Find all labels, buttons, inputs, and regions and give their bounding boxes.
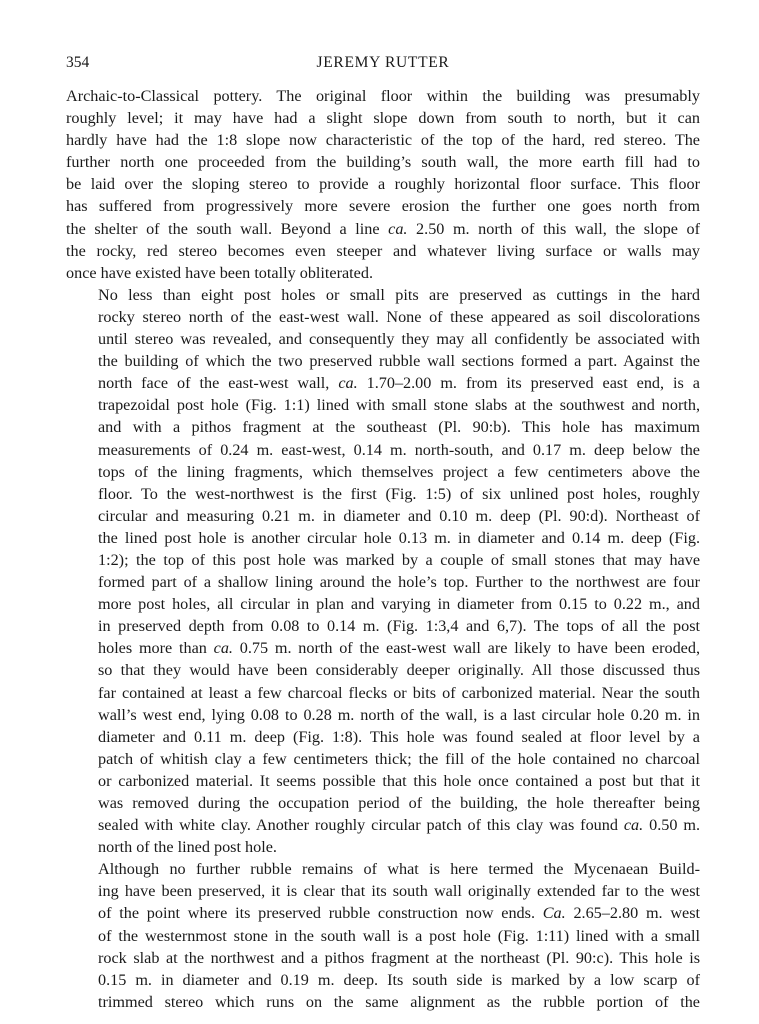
text-line: hardly have had the 1:8 slope now characteristic of the top of the hard, red stereo. The <box>66 131 700 150</box>
document-page <box>66 52 700 1013</box>
text-line: roughly level; it may have had a slight slope down from south to north, but it can <box>66 109 700 128</box>
text-line: or carbonized material. It seems possible that this hole once contained a post but that it <box>98 771 700 790</box>
text-line: further north one proceeded from the building’s south wall, the more earth fill had to <box>66 153 700 172</box>
text-line: more post holes, all circular in plan and varying in diameter from 0.15 to 0.22 m., and <box>98 595 700 614</box>
text-line: has suffered from progressively more severe erosion the further one goes north from <box>66 197 700 216</box>
text-line: so that they would have been considerably deeper originally. All those discussed thus <box>98 661 700 680</box>
text-line: be laid over the sloping stereo to provide a roughly horizontal floor surface. This floor <box>66 175 700 194</box>
page-number: 354 <box>66 54 90 71</box>
text-line: formed part of a shallow lining around the hole’s top. Further to the northwest are four <box>98 573 700 592</box>
text-line: diameter and 0.11 m. deep (Fig. 1:8). This hole was found sealed at floor level by a <box>98 727 700 746</box>
text-line: rocky stereo north of the east-west wall. None of these appeared as soil discolorations <box>98 307 700 326</box>
text-line: in preserved depth from 0.08 to 0.14 m. (Fig. 1:3,4 and 6,7). The tops of all the post <box>98 617 700 636</box>
paragraph <box>66 85 700 284</box>
text-line: measurements of 0.24 m. east-west, 0.14 m. north-south, and 0.17 m. deep below the <box>98 440 700 459</box>
text-line: No less than eight post holes or small pits are preserved as cuttings in the hard <box>98 285 700 304</box>
text-line: until stereo was revealed, and consequently they may all confidently be associated with <box>98 330 700 349</box>
text-line: far contained at least a few charcoal flecks or bits of carbonized material. Near the south <box>98 683 700 702</box>
text-line: ing have been preserved, it is clear that its south wall originally extended far to the west <box>98 882 700 901</box>
text-line: sealed with white clay. Another roughly circular patch of this clay was found ca. 0.50 m. <box>98 816 700 835</box>
running-head-author: JEREMY RUTTER <box>316 54 450 71</box>
text-line: tops of the lining fragments, which themselves project a few centimeters above the <box>98 462 700 481</box>
paragraph <box>66 858 700 1013</box>
text-line: 1:2); the top of this post hole was marked by a couple of small stones that may have <box>98 550 700 569</box>
text-line: the building of which the two preserved rubble wall sections formed a part. Against the <box>98 352 700 371</box>
text-line: rock slab at the northwest and a pithos fragment at the northeast (Pl. 90:c). This hole is <box>98 948 700 967</box>
body-text <box>66 85 700 1013</box>
text-line: trimmed stereo which runs on the same alignment as the rubble portion of the <box>98 992 700 1011</box>
running-header <box>66 52 700 74</box>
text-line: once have existed have been totally obliterated. <box>66 263 373 282</box>
text-line: Archaic-to-Classical pottery. The original floor within the building was presumably <box>66 87 700 105</box>
text-line: the lined post hole is another circular hole 0.13 m. in diameter and 0.14 m. deep (Fig. <box>98 528 700 547</box>
text-line: trapezoidal post hole (Fig. 1:1) lined with small stone slabs at the southwest and north, <box>98 396 700 415</box>
text-line: and with a pithos fragment at the southeast (Pl. 90:b). This hole has maximum <box>98 418 700 437</box>
text-line: circular and measuring 0.21 m. in diameter and 0.10 m. deep (Pl. 90:d). Northeast of <box>98 506 700 525</box>
text-line: was removed during the occupation period of the building, the hole thereafter being <box>98 794 700 812</box>
text-line: patch of whitish clay a few centimeters thick; the fill of the hole contained no charcoal <box>98 749 700 768</box>
text-line: the shelter of the south wall. Beyond a line ca. 2.50 m. north of this wall, the slope of <box>66 219 700 238</box>
text-line: north of the lined post hole. <box>98 838 277 857</box>
text-line: the rocky, red stereo becomes even steeper and whatever living surface or walls may <box>66 241 700 260</box>
text-line: floor. To the west-northwest is the first (Fig. 1:5) of six unlined post holes, roughly <box>98 484 700 503</box>
text-line: north face of the east-west wall, ca. 1.70–2.00 m. from its preserved east end, is a <box>98 374 700 393</box>
text-line: of the point where its preserved rubble construction now ends. Ca. 2.65–2.80 m. west <box>98 904 701 923</box>
paragraph <box>66 284 700 858</box>
text-line: Although no further rubble remains of what is here termed the Mycenaean Build- <box>98 860 700 879</box>
text-line: holes more than ca. 0.75 m. north of the east-west wall are likely to have been eroded, <box>98 639 700 658</box>
text-line: 0.15 m. in diameter and 0.19 m. deep. Its south side is marked by a low scarp of <box>98 970 700 989</box>
text-line: of the westernmost stone in the south wall is a post hole (Fig. 1:11) lined with a small <box>98 926 700 945</box>
text-line: wall’s west end, lying 0.08 to 0.28 m. north of the wall, is a last circular hole 0.20 m. in <box>98 705 700 724</box>
